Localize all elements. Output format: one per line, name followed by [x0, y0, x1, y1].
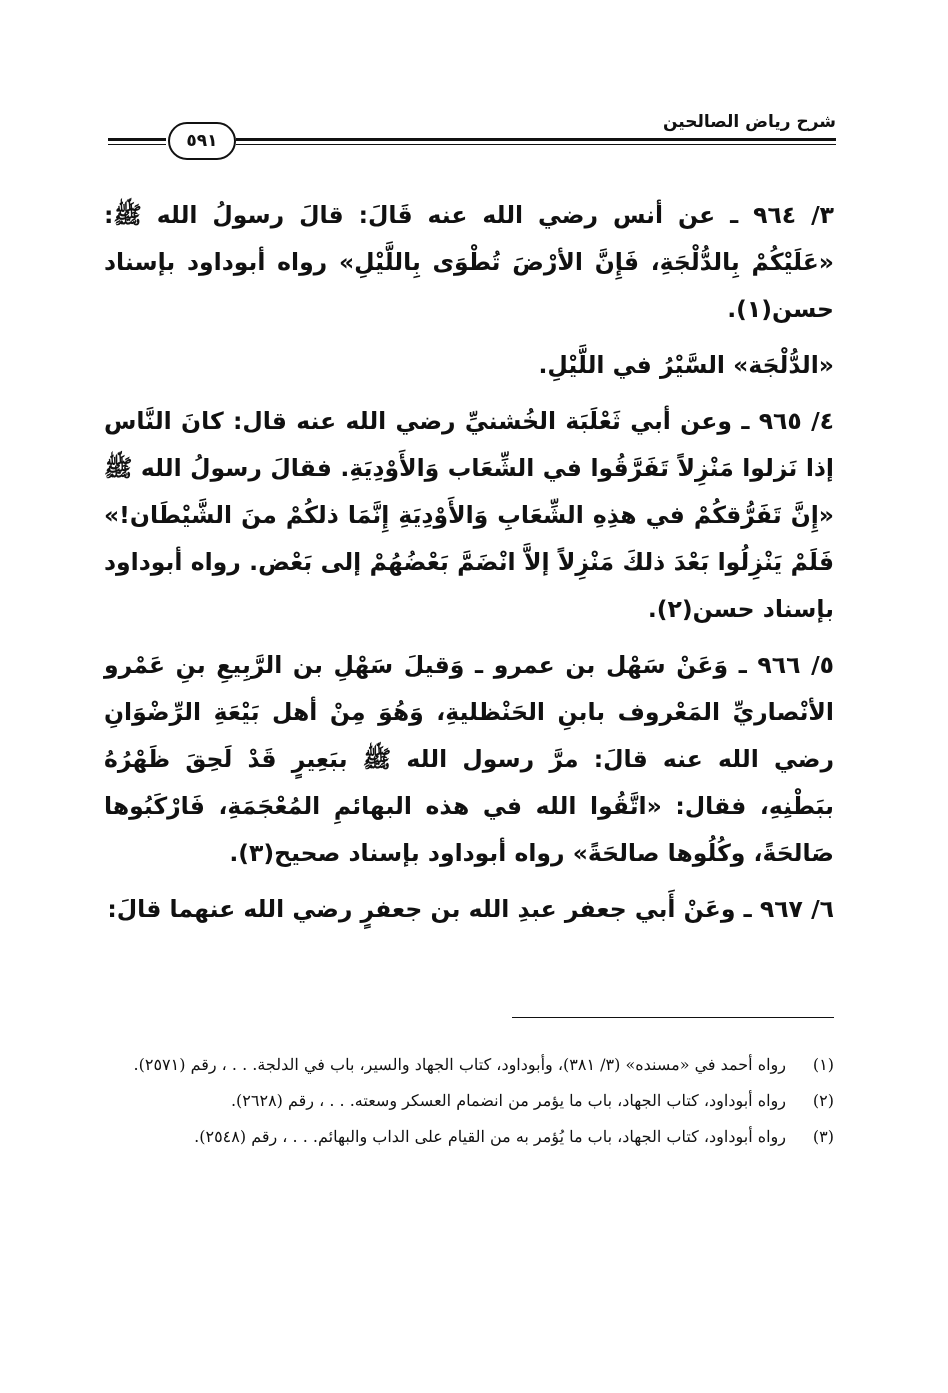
hadith-965: ٤/ ٩٦٥ ـ وعن أبي ثَعْلَبَة الخُشنيِّ رضي الله عنه قال: كانَ النَّاس إذا نَزلوا مَنْزِلاً تَفَرَّقُوا في الشِّعَاب وَالأَوْدِيَةِ. فقالَ رسولُ الله ﷺ «إِنَّ تَفَرُّقكُمْ في هذِهِ الشِّعَابِ وَالأَوْدِيَةِ إِنَّمَا ذلكُمْ منَ الشَّيْطَان!» فَلَمْ يَنْزِلُوا بَعْدَ ذلكَ مَنْزِلاً إلاَّ انْضَمَّ بَعْضُهُمْ إلى بَعْض. رواه أبوداود بإسناد حسن(٢).: [104, 407, 834, 623]
page-number: ٥٩١: [168, 122, 236, 160]
header-rule: [236, 138, 836, 145]
header-rule-short: [108, 138, 166, 145]
definition-dulja: «الدُّلْجَة» السَّيْرُ في اللَّيْلِ.: [538, 351, 834, 379]
footnote: [104, 1122, 834, 1152]
footnote-text: رواه أبوداود، كتاب الجهاد، باب ما يؤمر من انضمام العسكر وسعته. . . ، رقم (٢٦٢٨).: [230, 1091, 786, 1110]
hadith-967: ٦/ ٩٦٧ ـ وعَنْ أَبي جعفر عبدِ الله بن جعفرٍ رضي الله عنهما قالَ:: [107, 895, 834, 923]
main-text: [104, 192, 834, 942]
footnote-text: رواه أبوداود، كتاب الجهاد، باب ما يُؤمر به من القيام على الداب والبهائم. . . ، رقم (٢٥٤٨).: [194, 1127, 786, 1146]
footnote-separator: [512, 1017, 834, 1018]
footnote-number: (٣): [812, 1127, 834, 1146]
hadith-966: ٥/ ٩٦٦ ـ وَعَنْ سَهْل بن عمرو ـ وَقيلَ سَهْلِ بن الرَّبِيعِ بنِ عَمْرو الأنْصاريِّ المَعْروف بابنِ الحَنْظليةِ، وَهُوَ مِنْ أهل بَيْعَةِ الرِّضْوَانِ رضي الله عنه قالَ: مرَّ رسول الله ﷺ ببَعِيرٍ قَدْ لَحِقَ ظَهْرُهُ ببَطْنِهِ، فقال: «اتَّقُوا الله في هذه البهائمِ المُعْجَمَةِ، فَارْكَبُوها صَالحَةً، وكُلُوها صالحَةً» رواه أبوداود بإسناد صحيح(٣).: [104, 651, 834, 867]
footnotes: [104, 1050, 834, 1158]
footnote: [104, 1086, 834, 1116]
running-title: شرح رياض الصالحين: [662, 112, 836, 132]
footnote-number: (١): [812, 1055, 834, 1074]
footnote-text: رواه أحمد في «مسنده» (٣/ ٣٨١)، وأبوداود، كتاب الجهاد والسير، باب في الدلجة. . . ، رقم (٢٥٧١).: [133, 1055, 786, 1074]
footnote-number: (٢): [812, 1091, 834, 1110]
footnote: [104, 1050, 834, 1080]
hadith-964: ٣/ ٩٦٤ ـ عن أنس رضي الله عنه قَالَ: قالَ رسولُ الله ﷺ: «عَلَيْكُمْ بِالدُّلْجَةِ، فَإِنَّ الأرْضَ تُطْوَى بِاللَّيْلِ» رواه أبوداود بإسناد حسن(١).: [104, 201, 835, 323]
